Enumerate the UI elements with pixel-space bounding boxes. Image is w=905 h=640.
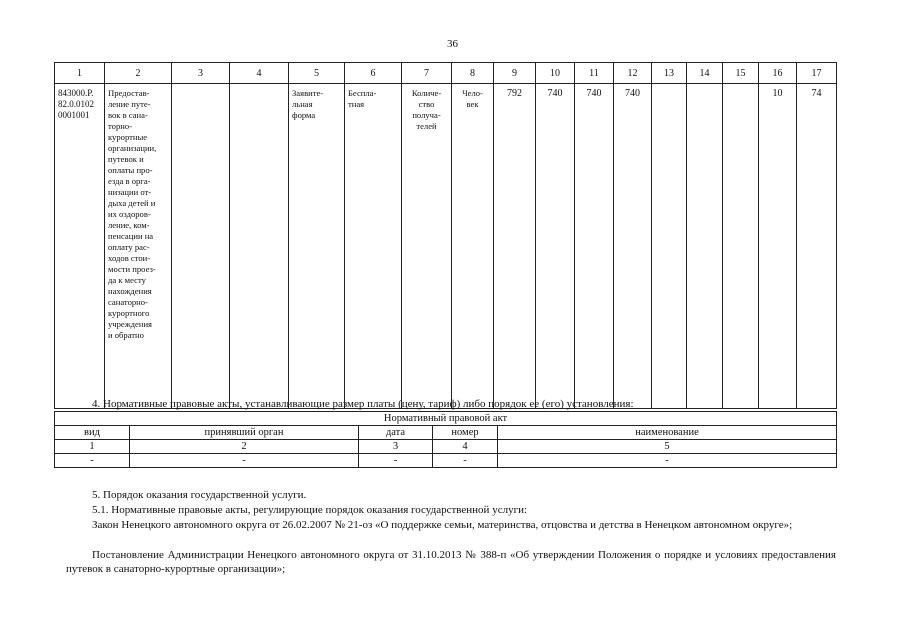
column-number: 2 [105, 63, 172, 84]
column-number: 17 [797, 63, 837, 84]
column-number: 9 [494, 63, 536, 84]
unit-cell: Чело- век [452, 84, 494, 409]
table-row [55, 454, 837, 468]
value-cell: 740 [536, 84, 575, 409]
value-cell [652, 84, 687, 409]
column-header: принявший орган [130, 426, 359, 440]
table-cell: - [130, 454, 359, 468]
column-number: 1 [55, 63, 105, 84]
value-cell [723, 84, 759, 409]
column-number-row [55, 440, 837, 454]
service-indicators-table [54, 62, 837, 409]
column-number: 3 [172, 63, 230, 84]
column-number: 2 [130, 440, 359, 454]
page-number: 36 [447, 38, 458, 50]
column-number: 8 [452, 63, 494, 84]
column-number: 12 [614, 63, 652, 84]
section-5-title: 5. Порядок оказания государственной услуги. [92, 489, 307, 501]
column-number: 11 [575, 63, 614, 84]
payment-cell: Беспла- тная [345, 84, 402, 409]
table-cell: - [498, 454, 837, 468]
column-number: 16 [759, 63, 797, 84]
table-row [55, 84, 837, 409]
column-number: 4 [433, 440, 498, 454]
column-number: 14 [687, 63, 723, 84]
form-cell: Заявите- льная форма [289, 84, 345, 409]
column-number: 5 [289, 63, 345, 84]
column-number: 3 [359, 440, 433, 454]
resolution-paragraph: Постановление Администрации Ненецкого автономного округа от 31.10.2013 № 388-п «Об утверждении Положения о порядке и условиях предоставления путевок в санаторно-курортные организации»; [66, 549, 836, 575]
column-header: наименование [498, 426, 837, 440]
value-cell: 792 [494, 84, 536, 409]
column-number: 7 [402, 63, 452, 84]
law-paragraph: Закон Ненецкого автономного округа от 26.02.2007 № 21-оз «О поддержке семьи, материнства, отцовства и детства в Ненецком автономном округе»; [92, 519, 793, 531]
value-cell: 740 [614, 84, 652, 409]
value-cell: 74 [797, 84, 837, 409]
column-header: вид [55, 426, 130, 440]
column-header: дата [359, 426, 433, 440]
column-number: 6 [345, 63, 402, 84]
column-header: номер [433, 426, 498, 440]
registry-code-cell: 843000.Р. 82.0.0102 0001001 [55, 84, 105, 409]
column-number: 10 [536, 63, 575, 84]
table-cell [230, 84, 289, 409]
column-header-row [55, 426, 837, 440]
section-5-1-title: 5.1. Нормативные правовые акты, регулирующие порядок оказания государственной услуги: [92, 504, 528, 516]
table-cell: - [433, 454, 498, 468]
service-name-cell: Предостав- ление путе- вок в сана- торно- курортные организации, путевок и оплаты про- езда в орга- низации от- дыха детей и их оздоров- ление, ком- пенсации на оплату рас- ходов стои- мости проез- да к месту нахождения санаторно- курортного учреждения и обратно [105, 84, 172, 409]
indicator-cell: Количе- ство получа- телей [402, 84, 452, 409]
column-number: 5 [498, 440, 837, 454]
column-number-row [55, 63, 837, 84]
column-number: 15 [723, 63, 759, 84]
table-cell: - [359, 454, 433, 468]
column-number: 4 [230, 63, 289, 84]
table-cell [172, 84, 230, 409]
column-number: 1 [55, 440, 130, 454]
value-cell: 10 [759, 84, 797, 409]
column-number: 13 [652, 63, 687, 84]
value-cell: 740 [575, 84, 614, 409]
value-cell [687, 84, 723, 409]
table-cell: - [55, 454, 130, 468]
legal-acts-table [54, 411, 837, 468]
section-4-title: 4. Нормативные правовые акты, устанавливающие размер платы (цену, тариф) либо порядок ее (его) установления: [92, 398, 634, 410]
group-header: Нормативный правовой акт [55, 412, 837, 426]
